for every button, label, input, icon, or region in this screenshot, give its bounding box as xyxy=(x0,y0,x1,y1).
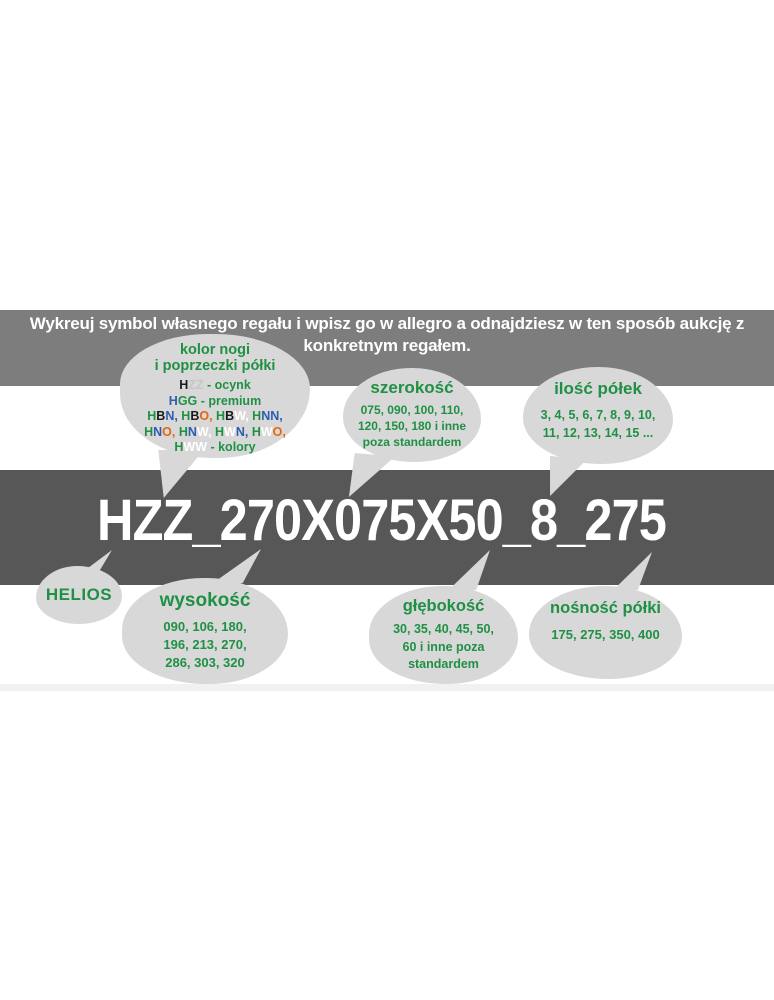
color-code-rows xyxy=(120,378,310,456)
brand-label: HELIOS xyxy=(45,585,113,604)
brand-bubble xyxy=(36,566,122,624)
color-code-row: HWW - kolory xyxy=(174,440,256,455)
bubble-title: szerokość xyxy=(370,378,454,397)
bubble-values xyxy=(529,627,682,642)
bubble-title: nośność półki xyxy=(550,599,661,617)
bubble-title: wysokość xyxy=(159,590,251,611)
header-line-1: Wykreuj symbol własnego regału i wpisz go w allegro a odnajdziesz w ten sposób aukcję z xyxy=(29,314,745,333)
bubble-values xyxy=(369,621,518,674)
color-code-row: HGG - premium xyxy=(168,393,262,408)
bubble-values xyxy=(343,402,481,451)
bubble-values xyxy=(523,407,673,442)
bottom-strip xyxy=(0,684,774,691)
product-code: HZZ_270X075X50_8_275 xyxy=(97,488,666,553)
bubble-title: kolor nogi xyxy=(179,342,251,358)
bubble-depth xyxy=(369,586,518,684)
value-line: 11, 12, 13, 14, 15 ... xyxy=(542,425,654,440)
bubble-title: ilość półek xyxy=(554,379,642,398)
bubble-width xyxy=(343,368,481,462)
value-line: 175, 275, 350, 400 xyxy=(551,627,660,642)
bubble-title: głębokość xyxy=(402,597,485,615)
value-line: 075, 090, 100, 110, xyxy=(360,403,464,417)
value-line: standardem xyxy=(408,657,479,671)
color-code-row: HZZ - ocynk xyxy=(179,378,251,393)
value-line: 30, 35, 40, 45, 50, xyxy=(393,622,494,636)
value-line: 60 i inne poza xyxy=(402,639,485,654)
value-line: poza standardem xyxy=(362,435,462,450)
color-code-row: HNO, HNW, HWN, HWO, xyxy=(144,424,286,439)
value-line: 286, 303, 320 xyxy=(165,655,245,671)
color-code-row: HBN, HBO, HBW, HNN, xyxy=(147,409,283,424)
header-line-2: konkretnym regałem. xyxy=(303,336,471,356)
bubble-height xyxy=(122,578,288,684)
header-text xyxy=(0,310,774,358)
bubble-values xyxy=(122,618,288,673)
value-line: 3, 4, 5, 6, 7, 8, 9, 10, xyxy=(540,408,656,422)
value-line: 120, 150, 180 i inne xyxy=(357,419,467,434)
value-line: 196, 213, 270, xyxy=(163,637,247,653)
bubble-title-line2: i poprzeczki półki xyxy=(154,358,276,375)
value-line: 090, 106, 180, xyxy=(163,619,247,634)
bubble-color-legend xyxy=(120,334,310,458)
bubble-shelf-load xyxy=(529,586,682,679)
bubble-shelf-count xyxy=(523,367,673,464)
